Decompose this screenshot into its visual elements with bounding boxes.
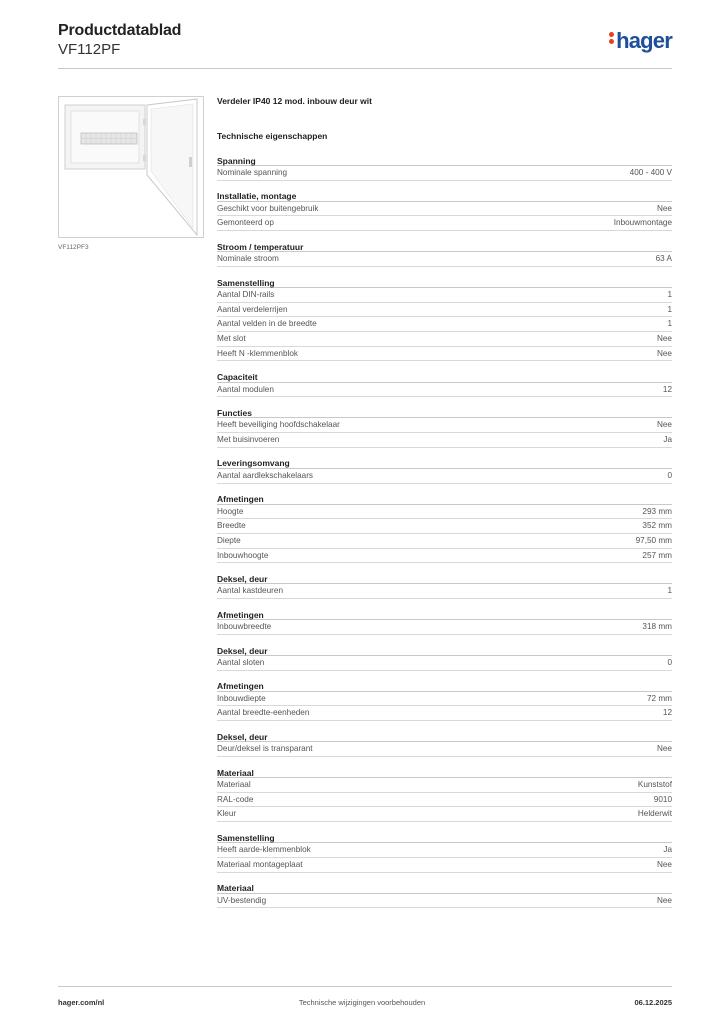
spec-label: Aantal breedte-eenheden	[217, 708, 310, 718]
footer-website[interactable]: hager.com/nl	[58, 998, 105, 1007]
spec-value: 1	[667, 319, 672, 329]
spec-value: 1	[667, 304, 672, 314]
spec-row	[217, 584, 672, 599]
spec-value: Kunststof	[637, 780, 672, 790]
spec-group-title: Leveringsomvang	[217, 458, 672, 469]
spec-row	[217, 347, 672, 362]
spec-group	[217, 574, 672, 599]
spec-group	[217, 768, 672, 823]
spec-value: 12	[662, 384, 672, 394]
spec-row	[217, 317, 672, 332]
footer-divider	[58, 986, 672, 987]
spec-label: Materiaal montageplaat	[217, 859, 303, 869]
page-header	[58, 22, 672, 70]
spec-row	[217, 288, 672, 303]
spec-value: Nee	[656, 859, 672, 869]
spec-group-title: Afmetingen	[217, 610, 672, 621]
spec-value: 0	[667, 470, 672, 480]
spec-group	[217, 408, 672, 448]
spec-value: Nee	[656, 334, 672, 344]
spec-group	[217, 833, 672, 873]
spec-group-title: Afmetingen	[217, 681, 672, 692]
spec-group	[217, 732, 672, 757]
spec-value: Nee	[656, 420, 672, 430]
spec-label: Aantal DIN-rails	[217, 290, 275, 300]
spec-value: Ja	[663, 845, 672, 855]
footer-disclaimer: Technische wijzigingen voorbehouden	[298, 998, 426, 1007]
spec-row	[217, 549, 672, 564]
spec-group-title: Functies	[217, 408, 672, 419]
spec-label: Geschikt voor buitengebruik	[217, 203, 319, 213]
spec-row	[217, 383, 672, 398]
spec-label: Aantal verdelerrijen	[217, 304, 288, 314]
spec-row	[217, 843, 672, 858]
spec-label: Inbouwhoogte	[217, 550, 269, 560]
spec-label: Nominale spanning	[217, 168, 288, 177]
spec-label: UV-bestendig	[217, 895, 267, 905]
spec-value: Nee	[656, 203, 672, 213]
spec-row	[217, 894, 672, 909]
spec-label: Aantal sloten	[217, 658, 265, 667]
spec-group-title: Afmetingen	[217, 494, 672, 505]
spec-row	[217, 534, 672, 549]
spec-value: 9010	[653, 794, 672, 804]
spec-group	[217, 646, 672, 671]
spec-row	[217, 202, 672, 217]
spec-label: Deur/deksel is transparant	[217, 744, 313, 754]
product-image	[58, 96, 204, 238]
logo-dots-icon	[609, 30, 614, 46]
spec-group	[217, 610, 672, 635]
spec-value: Nee	[656, 895, 672, 905]
spec-value: 257 mm	[642, 550, 672, 560]
spec-label: Aantal velden in de breedte	[217, 319, 317, 329]
spec-group-title: Materiaal	[217, 768, 672, 779]
spec-label: Hoogte	[217, 506, 244, 516]
spec-row	[217, 692, 672, 707]
spec-group-title: Samenstelling	[217, 278, 672, 289]
spec-label: Met buisinvoeren	[217, 435, 280, 445]
spec-group	[217, 191, 672, 231]
spec-label: Breedte	[217, 521, 246, 531]
product-code: VF112PF	[58, 41, 121, 58]
distribution-board-image	[59, 97, 203, 237]
product-description: Verdeler IP40 12 mod. inbouw deur wit	[217, 96, 372, 106]
spec-value: 352 mm	[642, 521, 672, 531]
spec-row	[217, 469, 672, 484]
spec-label: Aantal kastdeuren	[217, 586, 283, 596]
spec-row	[217, 519, 672, 534]
spec-group-title: Deksel, deur	[217, 732, 672, 743]
spec-label: Heeft aarde-klemmenblok	[217, 845, 311, 855]
hager-logo	[609, 28, 672, 54]
spec-label: Materiaal	[217, 780, 251, 790]
spec-group	[217, 372, 672, 397]
spec-label: Kleur	[217, 809, 237, 819]
spec-group	[217, 681, 672, 721]
spec-group-title: Deksel, deur	[217, 646, 672, 657]
spec-content	[217, 96, 672, 919]
spec-value: 63 A	[655, 254, 672, 264]
spec-group-title: Deksel, deur	[217, 574, 672, 585]
spec-row	[217, 332, 672, 347]
spec-label: Inbouwbreedte	[217, 622, 272, 632]
spec-label: Diepte	[217, 535, 241, 545]
spec-row	[217, 303, 672, 318]
spec-value: Nee	[656, 348, 672, 358]
spec-label: RAL-code	[217, 794, 254, 804]
spec-value: Inbouwmontage	[613, 218, 672, 228]
spec-group	[217, 883, 672, 908]
spec-row	[217, 858, 672, 873]
spec-value: 318 mm	[642, 622, 672, 632]
page-title: Productdatablad	[58, 22, 182, 39]
spec-row	[217, 807, 672, 822]
spec-row	[217, 166, 672, 181]
spec-groups	[217, 156, 672, 909]
spec-label: Met slot	[217, 334, 246, 344]
spec-row	[217, 706, 672, 721]
spec-value: 293 mm	[642, 506, 672, 516]
spec-group-title: Installatie, montage	[217, 191, 672, 202]
spec-row	[217, 433, 672, 448]
spec-row	[217, 793, 672, 808]
section-title: Technische eigenschappen	[217, 131, 328, 141]
header-divider	[58, 68, 672, 69]
spec-value: 1	[667, 290, 672, 300]
spec-value: Ja	[663, 435, 672, 445]
spec-group	[217, 278, 672, 362]
footer-date: 06.12.2025	[634, 998, 672, 1007]
spec-row	[217, 620, 672, 635]
spec-row	[217, 778, 672, 793]
spec-label: Inbouwdiepte	[217, 693, 266, 703]
spec-group-title: Samenstelling	[217, 833, 672, 844]
spec-row	[217, 252, 672, 267]
spec-row	[217, 418, 672, 433]
spec-label: Nominale stroom	[217, 254, 279, 264]
spec-label: Aantal modulen	[217, 384, 274, 394]
spec-group	[217, 156, 672, 181]
spec-group-title: Capaciteit	[217, 372, 672, 383]
spec-value: 72 mm	[646, 693, 672, 703]
spec-group-title: Spanning	[217, 156, 672, 167]
spec-row	[217, 656, 672, 671]
spec-row	[217, 742, 672, 757]
image-caption: VF112PF3	[58, 244, 89, 251]
spec-row	[217, 505, 672, 520]
spec-label: Heeft N -klemmenblok	[217, 348, 298, 358]
spec-value: 0	[667, 658, 672, 667]
spec-value: 97,50 mm	[635, 535, 672, 545]
spec-value: 400 - 400 V	[629, 168, 672, 177]
spec-value: 1	[667, 586, 672, 596]
spec-label: Gemonteerd op	[217, 218, 274, 228]
spec-group	[217, 242, 672, 267]
spec-group-title: Stroom / temperatuur	[217, 242, 672, 253]
spec-value: Helderwit	[637, 809, 672, 819]
spec-label: Aantal aardlekschakelaars	[217, 470, 314, 480]
spec-row	[217, 216, 672, 231]
logo-text: hager	[616, 28, 672, 53]
spec-group-title: Materiaal	[217, 883, 672, 894]
spec-label: Heeft beveiliging hoofdschakelaar	[217, 420, 340, 430]
spec-group	[217, 494, 672, 563]
spec-value: 12	[662, 708, 672, 718]
spec-group	[217, 458, 672, 483]
spec-value: Nee	[656, 744, 672, 754]
